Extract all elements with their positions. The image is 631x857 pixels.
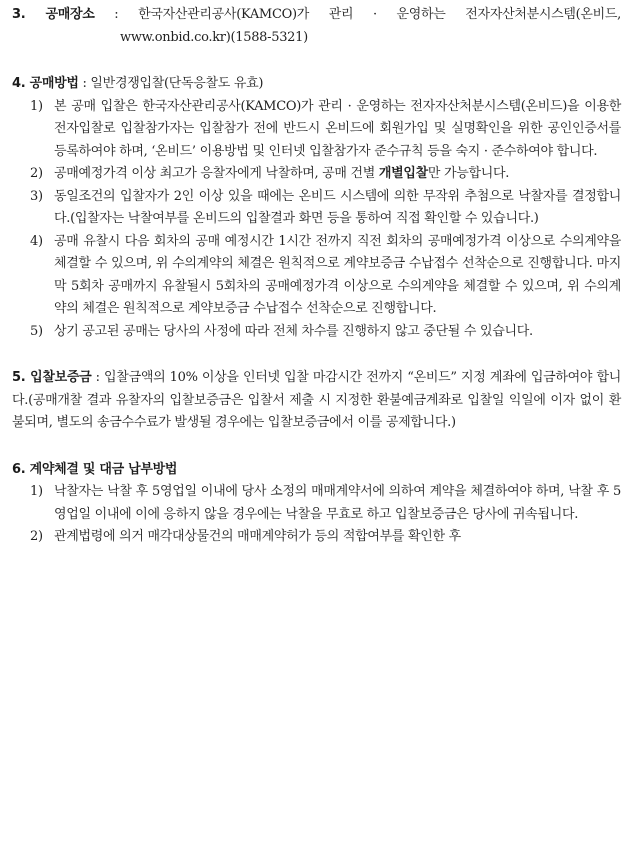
list-item-text: 낙찰자는 낙찰 후 5영업일 이내에 당사 소정의 매매계약서에 의하여 계약을 체결하여야 하며, 낙찰 후 5영업일 이내에 이에 응하지 않을 경우에는 낙찰을 무효로 하고 입찰보증금은 당사에 귀속됩니다. — [54, 484, 621, 522]
section-5-separator: : — [91, 370, 105, 385]
section-5-paragraph — [12, 367, 621, 435]
list-item — [12, 321, 621, 344]
section-4-method — [12, 73, 621, 343]
list-item-text — [54, 163, 621, 186]
section-4-title: 공매방법 — [29, 76, 79, 91]
list-item-text-pre: 공매예정가격 이상 최고가 응찰자에게 낙찰하며, 공매 건별 — [54, 166, 379, 181]
list-item — [12, 231, 621, 321]
list-item-text: 공매 유찰시 다음 회차의 공매 예정시간 1시간 전까지 직전 회차의 공매예정가격 이상으로 수의계약을 체결할 수 있으며, 위 수의계약의 체결은 원칙적으로 계약보증금 수납접수 선착순으로 진행합니다. 마지막 5회차 공매까지 유찰될시 5회차의 공매예정가격 이상으로 수의계약을 체결할 수 있으며, 위 수의계약의 체결은 원칙적으로 계약보증금 수납접수 선착순으로 진행합니다. — [54, 233, 621, 316]
list-item-text: 관계법령에 의거 매각대상물건의 매매계약허가 등의 적합여부를 확인한 후 — [54, 529, 461, 544]
list-item — [12, 96, 621, 164]
section-3-title: 공매장소 — [45, 7, 95, 22]
section-3-separator: : — [94, 7, 139, 22]
list-item — [12, 526, 621, 549]
section-5-number: 5. — [12, 370, 31, 385]
section-6-contract — [12, 459, 621, 549]
list-item — [12, 481, 621, 526]
section-6-number: 6. — [12, 461, 30, 477]
section-5-title: 입찰보증금 — [30, 370, 92, 385]
section-4-intro: 일반경쟁입찰(단독응찰도 유효) — [90, 76, 264, 91]
list-item-number: 2) — [30, 529, 43, 544]
list-item — [12, 163, 621, 186]
list-item-text-post: 만 가능합니다. — [427, 166, 510, 181]
list-item-number: 1) — [30, 484, 43, 499]
section-6-title: 계약체결 및 대금 납부방법 — [29, 461, 178, 477]
section-5-deposit — [12, 367, 621, 435]
section-4-separator: : — [78, 76, 91, 91]
list-item-number: 3) — [30, 188, 43, 204]
list-item-number: 4) — [30, 233, 43, 249]
list-item — [12, 186, 621, 231]
list-item-text: 본 공매 입찰은 한국자산관리공사(KAMCO)가 관리 · 운영하는 전자자산처분시스템(온비드)을 이용한 전자입찰로 입찰참가자는 입찰참가 전에 반드시 온비드에 회원가입 및 실명확인을 위한 공인인증서를 등록하여야 하며, ‘온비드’ 이용방법 및 인터넷 입찰참가자 준수규칙 등을 숙지 · 준수하여야 합니다. — [54, 98, 621, 159]
section-4-list — [12, 96, 621, 344]
list-item-number: 1) — [30, 98, 43, 114]
section-4-number: 4. — [12, 76, 30, 91]
list-item-text: 상기 공고된 공매는 당사의 사정에 따라 전체 차수를 진행하지 않고 중단될 수 있습니다. — [54, 323, 533, 339]
section-6-heading — [12, 459, 621, 482]
section-4-heading — [12, 73, 621, 96]
section-3-line — [12, 4, 621, 49]
section-5-body: 입찰금액의 10% 이상을 인터넷 입찰 마감시간 전까지 “온비드” 지정 계좌에 입금하여야 합니다.(공매개찰 결과 유찰자의 입찰보증금은 입찰서 제출 시 지정한 환불예금계좌로 입찰일 익일에 이자 없이 환불되며, 별도의 송금수수료가 발생될 경우에는 입찰보증금에서 이를 공제합니다.) — [12, 370, 621, 430]
section-3-body: 한국자산관리공사(KAMCO)가 관리 · 운영하는 전자자산처분시스템(온비드, www.onbid.co.kr)(1588-5321) — [120, 7, 621, 45]
list-item-number: 2) — [30, 166, 43, 181]
section-3-venue — [12, 4, 621, 49]
list-item-number: 5) — [30, 323, 43, 339]
list-item-text: 동일조건의 입찰자가 2인 이상 있을 때에는 온비드 시스템에 의한 무작위 추첨으로 낙찰자를 결정합니다.(입찰자는 낙찰여부를 온비드의 입찰결과 화면 등을 통하여 직접 확인할 수 있습니다.) — [54, 188, 621, 226]
list-item-text-bold: 개별입찰 — [378, 166, 428, 181]
section-6-list — [12, 481, 621, 549]
section-3-number: 3. — [12, 7, 46, 22]
